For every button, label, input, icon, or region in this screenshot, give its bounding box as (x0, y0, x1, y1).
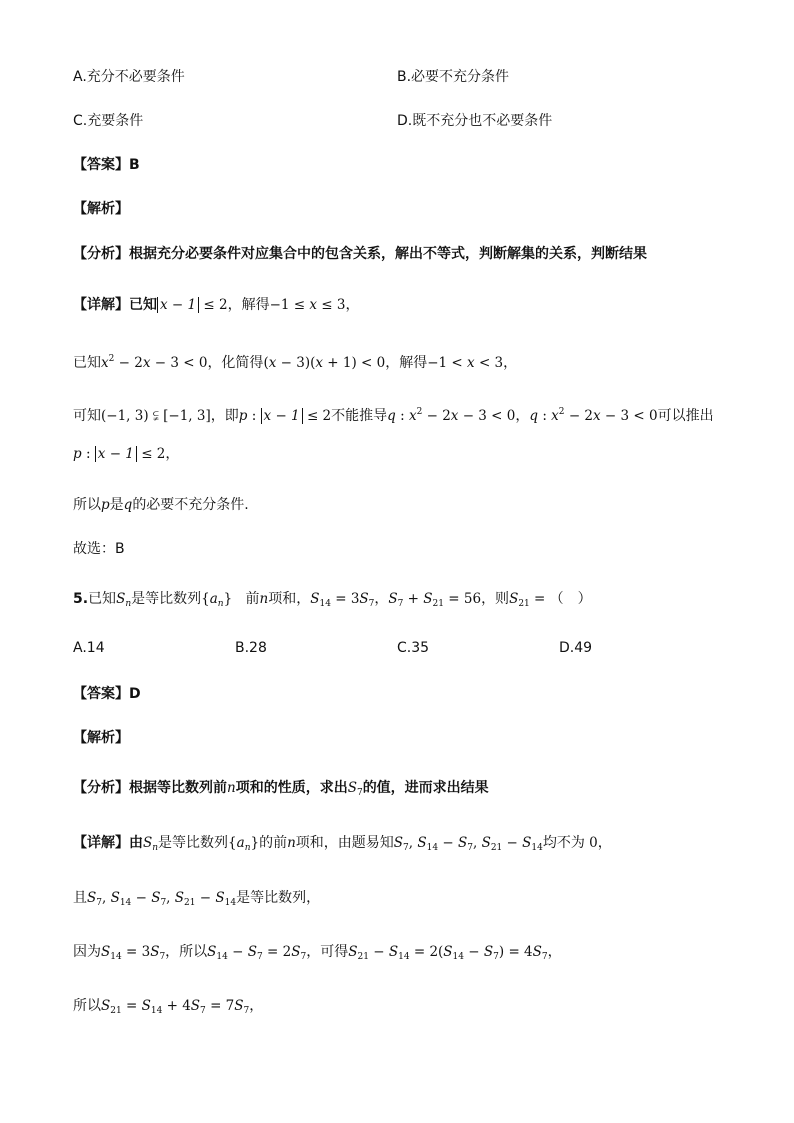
detail-text: ，所以 (165, 944, 208, 960)
detail-text: 已知 (73, 355, 101, 371)
detail-line-4: p : x − 1 ≤ 2， (73, 446, 180, 462)
detail-text: ， (515, 408, 530, 424)
detail-text: ，即 (210, 408, 239, 424)
detail-text: 均不为 (542, 835, 585, 851)
math-expr: x − 1 (157, 297, 199, 313)
q5-detail-line-2: 且$S_7$, $S_{14} - S_7$, $S_{21} - S_{14}$是等比数列， (73, 890, 321, 908)
detail-text: ， (597, 835, 612, 851)
detail-text: 所以 (73, 497, 101, 513)
detail-text: ，化简得 (207, 355, 264, 371)
detail-text: 的值，进而求出结果 (362, 780, 489, 796)
q5-detail-line-1: 【详解】由$S_n$是等比数列$\{a_n\}$的前n项和，由题易知$S_7$, $S_{14} - S_7$, $S_{21} - S_{14}$均不为 0， (73, 835, 612, 853)
stem-text: 已知 (88, 591, 117, 607)
detail-text: ，解得 (227, 297, 270, 313)
detail-text: 是 (109, 497, 124, 513)
q5-option-a: A.14 (73, 640, 105, 656)
choice-line: 故选：B (73, 541, 125, 557)
detail-text: 是等比数列， (236, 890, 321, 906)
detail-text: 【详解】由 (73, 835, 143, 851)
detail-text: ， (345, 297, 360, 313)
q5-detail-line-4: 所以$S_{21} = S_{14} + 4S_7 = 7S_7$， (73, 998, 264, 1016)
detail-text: 项和的性质，求出 (235, 780, 348, 796)
detail-line-2: 已知$x^2 - 2x - 3 < 0$，化简得(x − 3)(x + 1) < 0，解得−1 < x < 3， (73, 354, 518, 371)
detail-text: 的前 (259, 835, 288, 851)
stem-text: 前 (245, 591, 260, 607)
detail-text: ，可得 (306, 944, 349, 960)
detail-text: 可知 (73, 408, 101, 424)
analysis-content: 【分析】根据充分必要条件对应集合中的包含关系，解出不等式，判断解集的关系，判断结果 (73, 246, 647, 262)
detail-text: 因为 (73, 944, 101, 960)
detail-text: 且 (73, 890, 87, 906)
conclusion-line: 所以p是q的必要不充分条件. (73, 497, 249, 513)
stem-text: ，则 (481, 591, 510, 607)
option-d: D.既不充分也不必要条件 (397, 113, 553, 129)
detail-text: 的必要不充分条件. (132, 497, 249, 513)
q5-analysis-heading: 【解析】 (73, 730, 129, 746)
q5-analysis-text: 【分析】根据等比数列前n项和的性质，求出$S_7$的值，进而求出结果 (73, 780, 489, 798)
detail-text: 是等比数列 (158, 835, 229, 851)
stem-text: （ ） (549, 591, 592, 607)
detail-text: 不能推导 (331, 408, 388, 424)
stem-text: ， (374, 591, 389, 607)
detail-text: ， (249, 998, 264, 1014)
detail-text: 【分析】根据等比数列前 (73, 780, 227, 796)
detail-text: ， (503, 355, 518, 371)
option-a: A.充分不必要条件 (73, 69, 185, 85)
detail-line-3: 可知(−1, 3) ⫋ [−1, 3]，即p : x − 1 ≤ 2不能推导q : $x^2 - 2x - 3 < 0$，q : $x^2 - 2x - 3 < 0$可以推出 (73, 407, 714, 424)
analysis-heading: 【解析】 (73, 201, 129, 217)
detail-text: ， (165, 446, 180, 462)
option-c: C.充要条件 (73, 113, 144, 129)
detail-text: ， (547, 944, 562, 960)
q5-answer-label: 【答案】D (73, 686, 141, 702)
detail-text: 可以推出 (657, 408, 714, 424)
q5-detail-line-3: 因为$S_{14} = 3S_7$，所以$S_{14} - S_7 = 2S_7$，可得$S_{21} - S_{14} = 2(S_{14} - S_7) = 4S_7$， (73, 944, 562, 962)
detail-text: 项和，由题易知 (295, 835, 394, 851)
detail-text: 【详解】已知 (73, 297, 157, 313)
stem-text: 是等比数列 (131, 591, 202, 607)
q5-option-b: B.28 (235, 640, 267, 656)
detail-text: 所以 (73, 998, 101, 1014)
stem-text: 项和， (268, 591, 311, 607)
option-b: B.必要不充分条件 (397, 69, 510, 85)
q5-option-c: C.35 (397, 640, 430, 656)
answer-label: 【答案】B (73, 157, 140, 173)
detail-line-1: 【详解】已知 x − 1 ≤ 2，解得−1 ≤ x ≤ 3， (73, 297, 360, 313)
analysis-text (73, 244, 647, 264)
question-5-stem: 5.已知$S_n$是等比数列$\{a_n\}$ 前n项和，$S_{14} = 3S_7$，$S_7 + S_{21} = 56$，则$S_{21}$ = （ ） (73, 591, 592, 609)
q5-option-d: D.49 (559, 640, 593, 656)
question-number: 5. (73, 591, 89, 607)
detail-text: ，解得 (385, 355, 428, 371)
